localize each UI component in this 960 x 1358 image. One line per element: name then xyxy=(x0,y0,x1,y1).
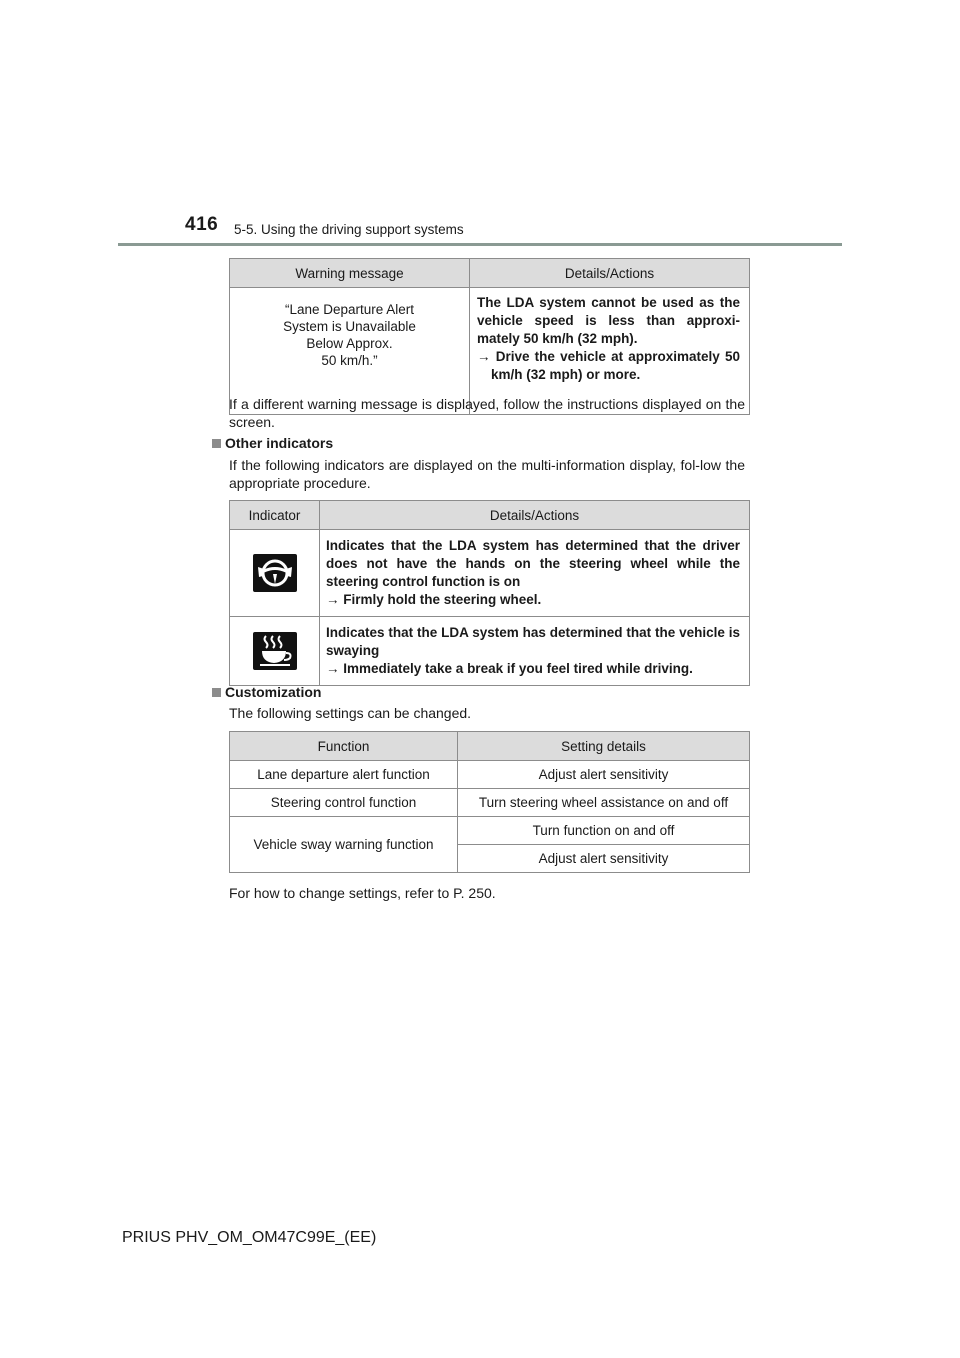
indicator-action-text: → Immediately take a break if you feel tired while driving. xyxy=(326,661,693,676)
section-title: 5-5. Using the driving support systems xyxy=(234,222,464,237)
settings-table xyxy=(229,731,750,873)
bullet-square-icon xyxy=(212,439,221,448)
table-row xyxy=(230,761,750,789)
page-number: 416 xyxy=(185,214,219,235)
table-row xyxy=(230,617,750,686)
column-header: Indicator xyxy=(230,501,320,530)
indicator-details-text: Indicates that the LDA system has determined that the driver does not have the hands on the steering wheel while the steering control function is on xyxy=(326,538,740,589)
function-cell: Vehicle sway warning function xyxy=(230,817,458,873)
warning-message-line: System is Unavailable xyxy=(283,319,416,334)
bullet-square-icon xyxy=(212,688,221,697)
paragraph-other-indicators: If the following indicators are displayed on the multi-information display, fol-low the appropriate procedure. xyxy=(229,457,745,491)
paragraph-settings-reference: For how to change settings, refer to P. 250. xyxy=(229,885,496,901)
paragraph-customization: The following settings can be changed. xyxy=(229,705,472,721)
table-row xyxy=(230,817,750,845)
function-cell: Steering control function xyxy=(230,789,458,817)
setting-cell: Turn function on and off xyxy=(458,817,750,845)
indicator-icon-cell xyxy=(230,617,320,686)
document-footer: PRIUS PHV_OM_OM47C99E_(EE) xyxy=(122,1229,377,1246)
heading-label: Other indicators xyxy=(225,435,334,451)
indicator-details-cell xyxy=(320,617,750,686)
table-header-row xyxy=(230,732,750,761)
setting-cell: Adjust alert sensitivity xyxy=(458,845,750,873)
heading-label: Customization xyxy=(225,684,322,700)
table-row xyxy=(230,789,750,817)
setting-cell: Adjust alert sensitivity xyxy=(458,761,750,789)
column-header: Warning message xyxy=(230,259,470,288)
table-header-row xyxy=(230,501,750,530)
indicator-table xyxy=(229,500,750,686)
setting-cell: Turn steering wheel assistance on and off xyxy=(458,789,750,817)
indicator-icon-cell xyxy=(230,530,320,617)
indicator-details-text: Indicates that the LDA system has determined that the vehicle is swaying xyxy=(326,625,740,658)
warning-message-line: “Lane Departure Alert xyxy=(284,302,415,317)
column-header: Details/Actions xyxy=(470,259,750,288)
column-header: Setting details xyxy=(458,732,750,761)
header-divider xyxy=(118,243,842,246)
column-header: Details/Actions xyxy=(320,501,750,530)
warning-message-table xyxy=(229,258,750,415)
warning-action-text: → Drive the vehicle at approximately 50 km/h (32 mph) or more. xyxy=(477,349,740,382)
indicator-details-cell xyxy=(320,530,750,617)
paragraph-warning-note: If a different warning message is displayed, follow the instructions displayed on the screen. xyxy=(229,396,745,430)
customization-heading xyxy=(212,684,321,700)
column-header: Function xyxy=(230,732,458,761)
function-cell: Lane departure alert function xyxy=(230,761,458,789)
indicator-action-text: → Firmly hold the steering wheel. xyxy=(326,592,542,607)
warning-details-text: The LDA system cannot be used as the vehicle speed is less than approxi-mately 50 km/h (32 mph). xyxy=(477,295,740,346)
warning-message-line: 50 km/h.” xyxy=(321,353,378,368)
table-row xyxy=(230,530,750,617)
coffee-cup-break-icon xyxy=(253,632,297,670)
table-header-row xyxy=(230,259,750,288)
warning-message-line: Below Approx. xyxy=(306,336,393,351)
other-indicators-heading xyxy=(212,435,333,451)
hands-off-steering-wheel-icon xyxy=(253,554,297,592)
